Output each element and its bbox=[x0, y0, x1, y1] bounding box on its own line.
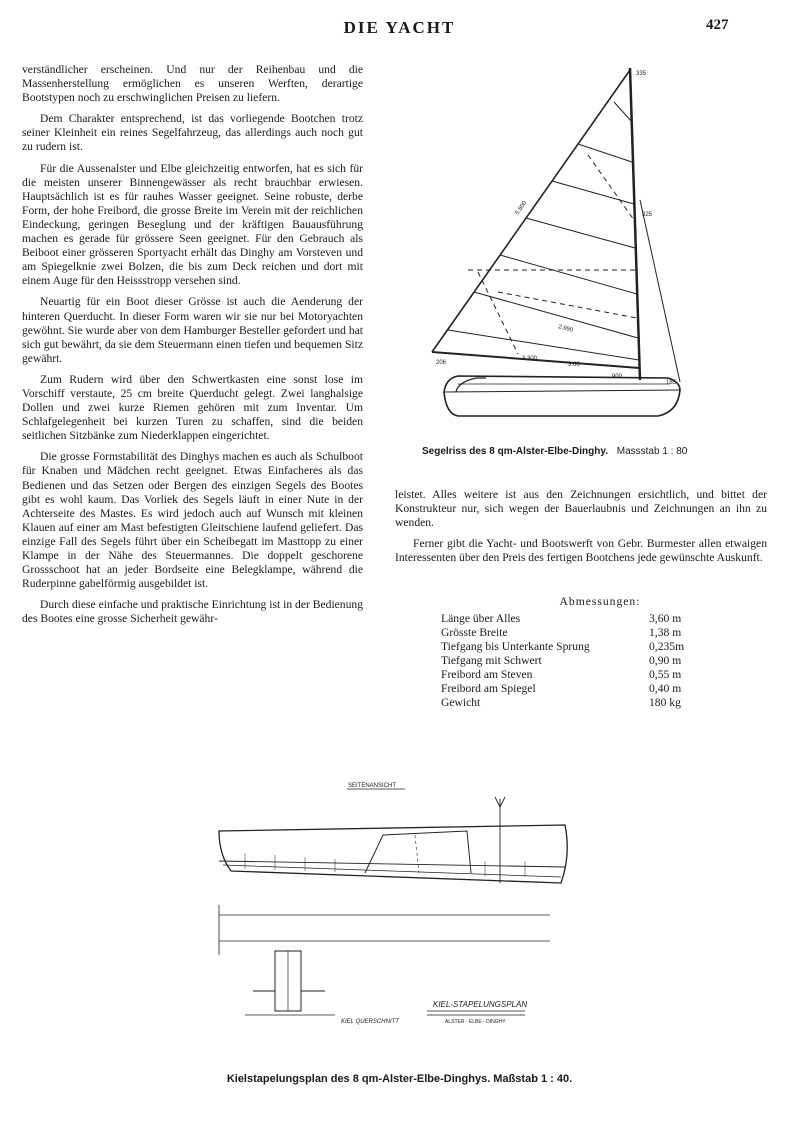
plan-section-label: KIEL QUERSCHNITT bbox=[341, 1019, 399, 1025]
left-text-column bbox=[22, 63, 363, 633]
dimension-row bbox=[441, 696, 701, 710]
sail-plan-drawing bbox=[418, 60, 698, 430]
paragraph: Die grosse Formstabilität des Dinghys machen es auch als Schulboot für Knaben und Mädchen recht geeignet. Etwas Einfacheres als das Bedienen und das Setzen oder Bergen des einzigen Segels des Bootes gibt es wohl kaum. Das Vorliek des Segels läuft in einer Nute in der Achterseite des Mastes. Es wird jedoch auch auf Wunsch mit kleinen Klauen auf einer am Mast befestigten Gleitschiene laufend geliefert. Das einzige Fall des Segels führt über ein Scheibegatt im Masttopp zu einer Klampe in der Nähe des Steuermannes. Die doppelt geschorene Grossschoot hat an jeder Bordseite eine Belegklampe, während die Ruderpinne gabelförmig ausgebildet ist. bbox=[22, 450, 363, 591]
dimension-row bbox=[441, 640, 701, 654]
sail-label-diagonal: 5.800 bbox=[514, 200, 529, 217]
paragraph: Für die Aussenalster und Elbe gleichzeitig entworfen, hat es sich für die meisten unserer Binnengewässer als recht brauchbar erwiesen. Hauptsächlich ist es für rauhes Wasser geeignet. Seine robuste, derbe Form, der hohe Freibord, die grosse Breite im Verein mit der reichlichen Eindeckung, geringen Beseglung und der kräftigen Bauausführung machen es gerade für grössere Seen geeignet. Für den Gebrauch als Beiboot einer grösseren Sportyacht erhält das Dinghy am Vorsteven und am Spiegelknie zwei Bolzen, die bis zum Deck reichen und dort mit einem Auge für den Heissstropp versehen sind. bbox=[22, 161, 363, 288]
sail-caption-text: Segelriss des 8 qm-Alster-Elbe-Dinghy. bbox=[422, 446, 608, 457]
dimension-label: Länge über Alles bbox=[441, 612, 521, 625]
dimension-value: 0,55 m bbox=[649, 668, 682, 681]
dimension-row bbox=[441, 612, 701, 626]
sail-label-tack: 206 bbox=[436, 360, 447, 366]
plan-title-label: KIEL-STAPELUNGSPLAN bbox=[433, 1000, 528, 1009]
page-number: 427 bbox=[706, 17, 729, 33]
dimension-row bbox=[441, 682, 701, 696]
right-text-column bbox=[395, 488, 767, 572]
dimension-label: Freibord am Spiegel bbox=[441, 682, 536, 695]
sail-label-mast-mid: 325 bbox=[642, 212, 653, 218]
plan-sub-label: ALSTER - ELBE - DINGHY bbox=[445, 1019, 506, 1025]
dimensions-table bbox=[441, 612, 701, 710]
dimension-value: 0,90 m bbox=[649, 654, 682, 667]
dimension-label: Freibord am Steven bbox=[441, 668, 533, 681]
running-header-title: DIE YACHT bbox=[343, 18, 456, 37]
plan-hull-outline bbox=[219, 825, 567, 883]
paragraph: Durch diese einfache und praktische Einrichtung ist in der Bedienung des Bootes eine grosse Sicherheit gewähr- bbox=[22, 598, 363, 626]
dimension-value: 3,60 m bbox=[649, 612, 682, 625]
keel-plan-drawing bbox=[205, 765, 600, 1035]
sail-label-boom-b: 3.60 bbox=[568, 362, 580, 368]
paragraph: Neuartig für ein Boot dieser Grösse ist auch die Aenderung der hinteren Querducht. In dieser Form waren wir sie nur bei Motoryachten gewöhnt. Sie wurde aber von dem Hamburger Besteller gefordert und hat sich gut bewährt, da sie dem Steuermann einen tiefen und bequemen Sitz gewährt. bbox=[22, 295, 363, 365]
sail-label-clew: 900 bbox=[612, 374, 623, 380]
sail-label-foot: 185 bbox=[666, 380, 677, 386]
dimension-label: Tiefgang bis Unterkante Sprung bbox=[441, 640, 590, 653]
sail-caption-scale: Massstab 1 : 80 bbox=[616, 446, 688, 457]
keel-plan-caption: Kielstapelungsplan des 8 qm-Alster-Elbe-Dinghys. Maßstab 1 : 40. bbox=[226, 1073, 573, 1085]
paragraph: Zum Rudern wird über den Schwertkasten eine sonst lose im Vorschiff verstaute, 25 cm breite Querducht gelegt. Zwei langhalsige Dollen und zwei kurze Riemen gehören mit zum Inventar. Um Schlafgelegenheit bei kurzen Turen zu schaffen, sind die beiden seitlichen Sitzbänke zum Niederklappen eingerichtet. bbox=[22, 372, 363, 443]
dimension-label: Grösste Breite bbox=[441, 626, 508, 639]
dimension-label: Gewicht bbox=[441, 696, 481, 709]
sail-plan-caption bbox=[422, 446, 722, 457]
plan-label-top: SEITENANSICHT bbox=[348, 783, 397, 789]
dimension-row bbox=[441, 626, 701, 640]
dimension-value: 1,38 m bbox=[649, 626, 682, 639]
mast-line bbox=[630, 68, 640, 380]
paragraph: Ferner gibt die Yacht- und Bootswerft von Gebr. Burmester allen etwaigen Interessenten über den Preis des fertigen Bootchens jede gewünschte Auskunft. bbox=[395, 537, 767, 565]
paragraph: Dem Charakter entsprechend, ist das vorliegende Bootchen trotz seiner Kleinheit ein reines Segelfahrzeug, das allerdings auch noch gut zu rudern ist. bbox=[22, 112, 363, 154]
sail-leech bbox=[432, 70, 630, 352]
dimension-row bbox=[441, 668, 701, 682]
dimension-value: 0,40 m bbox=[649, 682, 682, 695]
dimension-label: Tiefgang mit Schwert bbox=[441, 654, 542, 667]
dimension-row bbox=[441, 654, 701, 668]
dimensions-title: Abmessungen: bbox=[559, 595, 641, 608]
backstay-line bbox=[640, 200, 680, 382]
dimension-value: 0,235m bbox=[649, 640, 685, 653]
sail-label-top: 335 bbox=[636, 71, 647, 77]
paragraph: leistet. Alles weitere ist aus den Zeichnungen ersichtlich, und bittet der Konstrukteur nur, sich wegen der Bauerlaubnis und Zeichnungen an ihn zu wenden. bbox=[395, 488, 767, 530]
sail-label-boom-a: 3.300 bbox=[522, 356, 538, 362]
paragraph: verständlicher erscheinen. Und nur der Reihenbau und die Massenherstellung ermöglichen es unseren Werften, derartige Bootstypen noch zu erschwinglichen Preisen zu liefern. bbox=[22, 63, 363, 105]
hull-outline bbox=[444, 376, 680, 416]
dimension-value: 180 kg bbox=[649, 696, 681, 709]
sail-label-inner: 2.990 bbox=[557, 324, 574, 334]
